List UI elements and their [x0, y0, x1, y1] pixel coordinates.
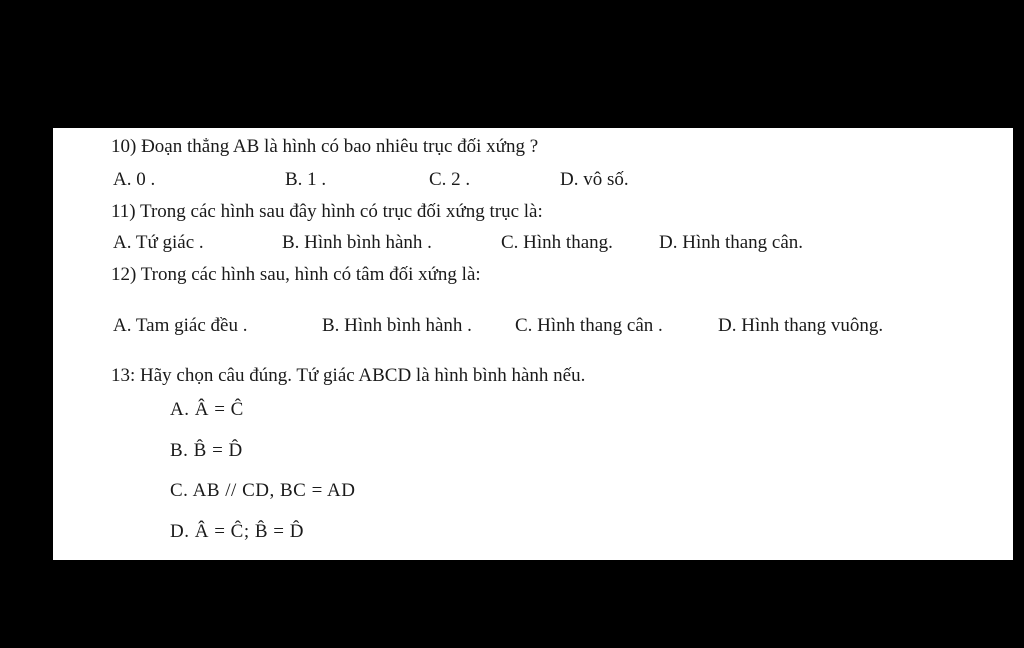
question-10-option-a: A. 0 .: [113, 169, 156, 190]
question-13-option-b: B. B̂ = D̂: [170, 440, 243, 461]
question-12-option-c: C. Hình thang cân .: [515, 315, 663, 336]
question-11-option-b: B. Hình bình hành .: [282, 232, 432, 253]
question-11-text: 11) Trong các hình sau đây hình có trục đối xứng trục là:: [111, 201, 543, 222]
question-12-option-b: B. Hình bình hành .: [322, 315, 472, 336]
worksheet-page: [53, 128, 1013, 560]
question-12-text: 12) Trong các hình sau, hình có tâm đối xứng là:: [111, 264, 481, 285]
question-11-option-c: C. Hình thang.: [501, 232, 613, 253]
question-11-option-d: D. Hình thang cân.: [659, 232, 804, 253]
question-13-option-c: C. AB // CD, BC = AD: [170, 480, 356, 501]
question-10-option-d: D. vô số.: [560, 169, 629, 190]
question-13-text: 13: Hãy chọn câu đúng. Tứ giác ABCD là hình bình hành nếu.: [111, 365, 586, 386]
question-10-option-b: B. 1 .: [285, 169, 327, 190]
question-13-option-d: D. Â = Ĉ; B̂ = D̂: [170, 521, 304, 542]
question-11-option-a: A. Tứ giác .: [113, 232, 204, 253]
question-13-option-a: A. Â = Ĉ: [170, 399, 244, 420]
question-12-option-a: A. Tam giác đều .: [113, 315, 248, 336]
question-12-option-d: D. Hình thang vuông.: [718, 315, 884, 336]
question-10-option-c: C. 2 .: [429, 169, 471, 190]
question-10-text: 10) Đoạn thẳng AB là hình có bao nhiêu trục đối xứng ?: [111, 136, 539, 157]
